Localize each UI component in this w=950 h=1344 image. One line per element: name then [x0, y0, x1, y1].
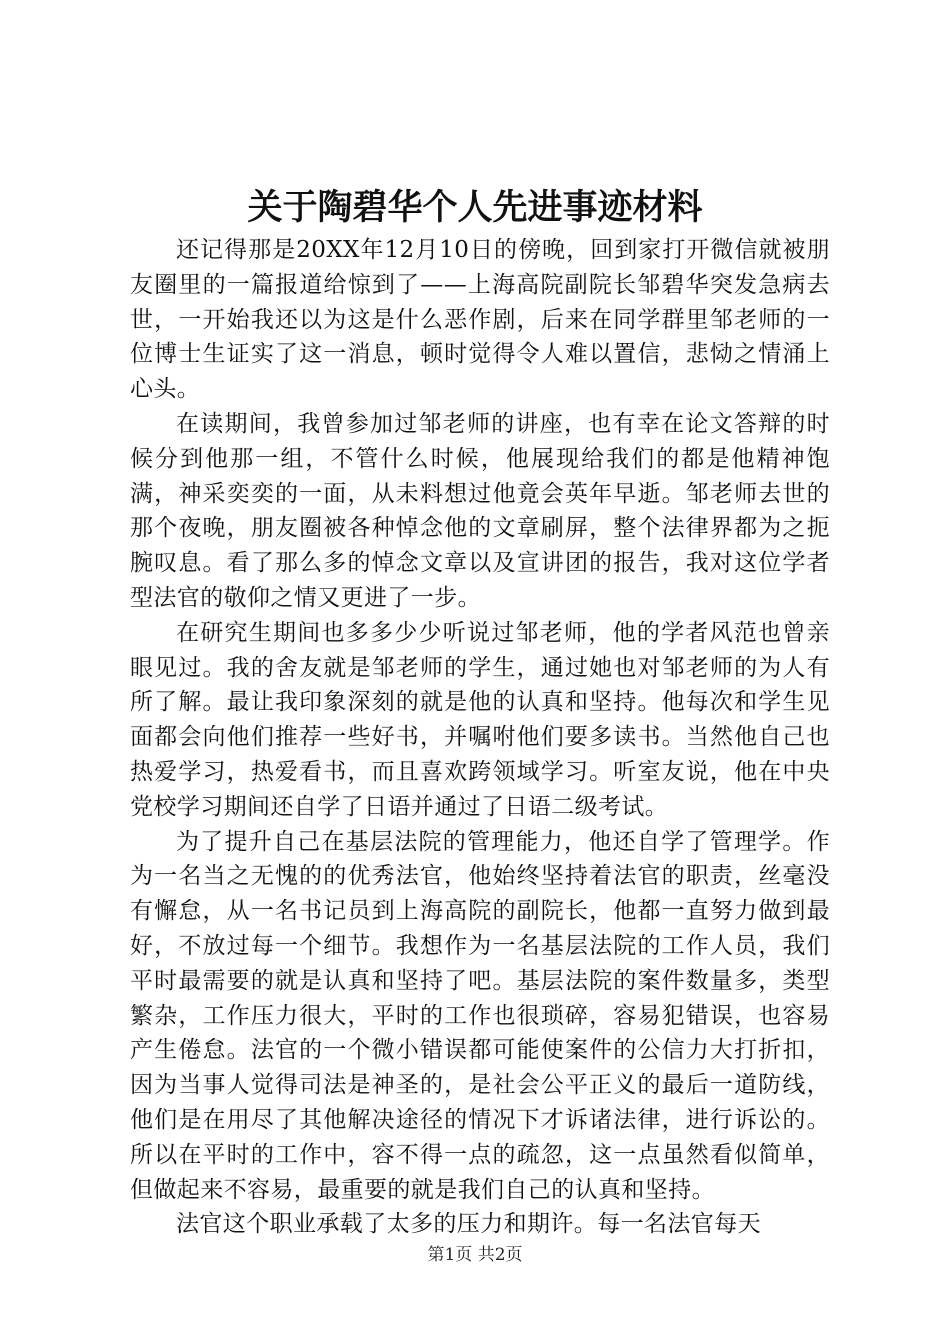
paragraph-1: 还记得那是20XX年12月10日的傍晚，回到家打开微信就被朋友圈里的一篇报道给惊到了——上海高院副院长邹碧华突发急病去世，一开始我还以为这是什么恶作剧，后来在同学群里邹老师的一位博士生证实了这一消息，顿时觉得令人难以置信，悲恸之情涌上心头。 [130, 237, 830, 403]
page-footer: 第1页 共2页 [427, 1245, 523, 1265]
document-title: 关于陶碧华个人先进事迹材料 [247, 187, 703, 228]
paragraph-2: 在读期间，我曾参加过邹老师的讲座，也有幸在论文答辩的时候分到他那一组，不管什么时候，他展现给我们的都是他精神饱满，神采奕奕的一面，从未料想过他竟会英年早逝。邹老师去世的那个夜晚，朋友圈被各种悼念他的文章刷屏，整个法律界都为之扼腕叹息。看了那么多的悼念文章以及宣讲团的报告，我对这位学者型法官的敬仰之情又更进了一步。 [130, 410, 830, 611]
paragraph-3: 在研究生期间也多多少少听说过邹老师，他的学者风范也曾亲眼见过。我的舍友就是邹老师的学生，通过她也对邹老师的为人有所了解。最让我印象深刻的就是他的认真和坚持。他每次和学生见面都会向他们推荐一些好书，并嘱咐他们要多读书。当然他自己也热爱学习，热爱看书，而且喜欢跨领域学习。听室友说，他在中央党校学习期间还自学了日语并通过了日语二级考试。 [130, 619, 830, 820]
paragraph-4: 为了提升自己在基层法院的管理能力，他还自学了管理学。作为一名当之无愧的的优秀法官，他始终坚持着法官的职责，丝毫没有懈怠，从一名书记员到上海高院的副院长，他都一直努力做到最好，不放过每一个细节。我想作为一名基层法院的工作人员，我们平时最需要的就是认真和坚持了吧。基层法院的案件数量多，类型繁杂，工作压力很大，平时的工作也很琐碎，容易犯错误，也容易产生倦怠。法官的一个微小错误都可能使案件的公信力大打折扣，因为当事人觉得司法是神圣的，是社会公平正义的最后一道防线，他们是在用尽了其他解决途径的情况下才诉诸法律，进行诉讼的。所以在平时的工作中，容不得一点的疏忽，这一点虽然看似简单，但做起来不容易，最重要的就是我们自己的认真和坚持。 [130, 828, 830, 1203]
document-body [130, 233, 830, 1242]
paragraph-5: 法官这个职业承载了太多的压力和期许。每一名法官每天 [176, 1211, 761, 1238]
